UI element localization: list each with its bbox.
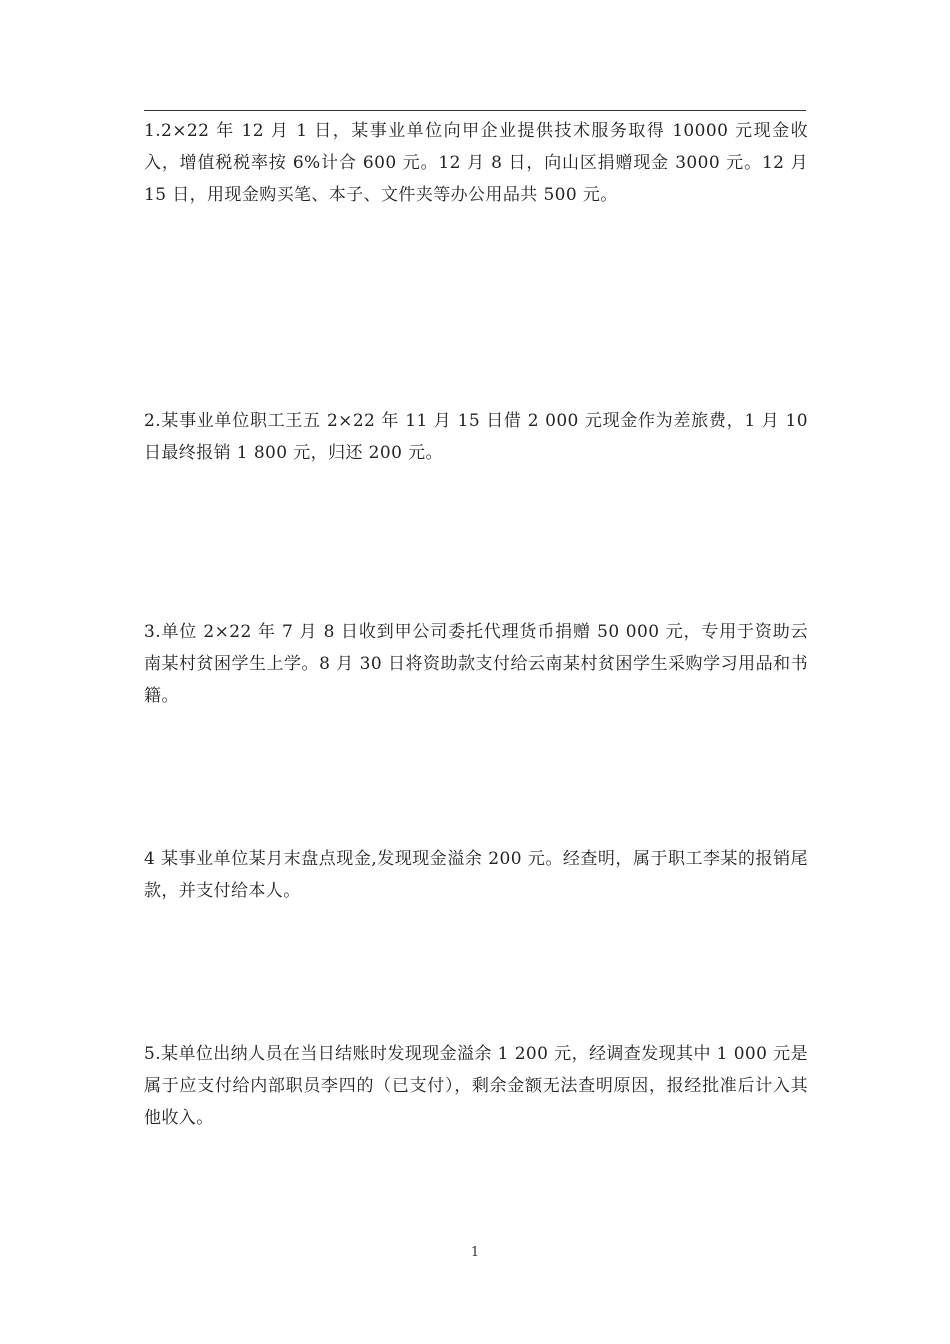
- question-3: 3.单位 2×22 年 7 月 8 日收到甲公司委托代理货币捐赠 50 000 元，专用于资助云南某村贫困学生上学。8 月 30 日将资助款支付给云南某村贫困学生采购学习用品和书籍。: [144, 622, 808, 706]
- page-number: 1: [470, 1245, 480, 1260]
- question-2: 2.某事业单位职工王五 2×22 年 11 月 15 日借 2 000 元现金作为差旅费，1 月 10 日最终报销 1 800 元，归还 200 元。: [144, 411, 808, 463]
- question-4: 4 某事业单位某月末盘点现金,发现现金溢余 200 元。经查明，属于职工李某的报销尾款，并支付给本人。: [144, 849, 808, 901]
- question-5: 5.某单位出纳人员在当日结账时发现现金溢余 1 200 元，经调查发现其中 1 000 元是属于应支付给内部职员李四的（已支付），剩余金额无法查明原因，报经批准后计入其他收入。: [144, 1044, 808, 1128]
- question-1: 1.2×22 年 12 月 1 日，某事业单位向甲企业提供技术服务取得 10000 元现金收入，增值税税率按 6%计合 600 元。12 月 8 日，向山区捐赠现金 3000 元。12 月 15 日，用现金购买笔、本子、文件夹等办公用品共 500 元。: [144, 121, 808, 205]
- header-divider: [144, 110, 806, 111]
